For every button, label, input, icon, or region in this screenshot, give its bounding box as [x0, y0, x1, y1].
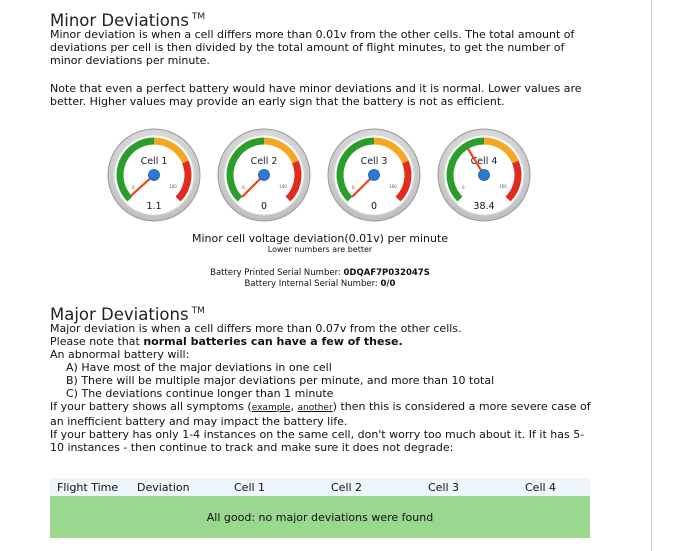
gauge-cell-3: [326, 127, 422, 223]
gauges-caption: Minor cell voltage deviation(0.01v) per minute: [191, 232, 449, 245]
minor-deviations-heading: Minor Deviations ™: [50, 11, 206, 30]
column-cell-3: Cell 3: [428, 481, 460, 494]
gauge-min-label: 0: [352, 185, 355, 191]
gauge-min-label: 0: [132, 185, 135, 191]
page-right-border: [651, 0, 652, 551]
gauge-hub: [259, 170, 270, 181]
gauge-hub: [369, 170, 380, 181]
printed-serial-number: Battery Printed Serial Number: 0DQAF7P032047S: [210, 268, 430, 278]
gauge-value: 0: [370, 201, 378, 212]
column-cell-2: Cell 2: [331, 481, 363, 494]
gauge-value: 38.4: [473, 201, 495, 212]
gauge-hub: [149, 170, 160, 181]
minor-deviations-note: Note that even a perfect battery would have minor deviations and it is normal. Lower values are better. Higher values may provide an early sign that the battery is not as efficient.: [50, 82, 582, 108]
gauge-dial: [436, 127, 532, 223]
column-flight-time: Flight Time: [57, 481, 119, 494]
major-deviations-table-header: [50, 478, 590, 496]
symptom-a: A) Have most of the major deviations in one cell: [66, 361, 332, 374]
gauge-dial: [216, 127, 312, 223]
gauge-cell-label: Cell 3: [360, 156, 388, 167]
no-deviations-message: All good: no major deviations were found: [206, 511, 434, 524]
normal-batteries-emphasis: normal batteries can have a few of these.: [143, 335, 403, 348]
gauge-cell-label: Cell 4: [470, 156, 498, 167]
gauge-cell-4: [436, 127, 532, 223]
gauge-cell-2: [216, 127, 312, 223]
gauge-hub: [479, 170, 490, 181]
gauge-cell-1: [106, 127, 202, 223]
major-deviations-heading: Major Deviations ™: [50, 305, 205, 324]
gauge-min-label: 0: [462, 185, 465, 191]
gauge-max-label: 100: [499, 183, 507, 189]
symptom-c: C) The deviations continue longer than 1 minute: [66, 387, 334, 400]
internal-serial-number: Battery Internal Serial Number: 0/0: [244, 279, 396, 289]
symptom-b: B) There will be multiple major deviations per minute, and more than 10 total: [66, 374, 495, 387]
another-link[interactable]: another: [297, 403, 333, 413]
gauges-sub-caption: Lower numbers are better: [267, 245, 373, 254]
gauge-max-label: 100: [279, 183, 287, 189]
column-cell-1: Cell 1: [234, 481, 266, 494]
column-cell-4: Cell 4: [525, 481, 557, 494]
printed-serial-value: 0DQAF7P032047S: [343, 268, 430, 278]
gauge-dial: [106, 127, 202, 223]
gauge-value: 0: [260, 201, 268, 212]
gauge-dial: [326, 127, 422, 223]
major-deviations-description: Major deviation is when a cell differs more than 0.07v from the other cells. Please note that normal batteries can have a few of these. An abnormal battery will: A) Have most of the major deviations in one cell B) There will be multiple major deviations per minute, and more than 10 total C) The deviations continue longer than 1 minute If your battery shows all symptoms (example, another) then this is considered a more severe case of an inefficient battery and may impact the battery life. If your battery has only 1-4 instances on the same cell, don't worry too much about it. If it has 5-10 instances - then continue to track and make sure it does not degrade:: [50, 322, 595, 454]
gauge-value: 1.1: [146, 201, 162, 212]
minor-deviations-description: Minor deviation is when a cell differs more than 0.01v from the other cells. The total amount of deviations per cell is then divided by the total amount of flight minutes, to get the number of minor deviations per minute.: [50, 28, 575, 67]
gauge-max-label: 100: [389, 183, 397, 189]
example-link[interactable]: example: [251, 403, 291, 413]
gauge-min-label: 0: [242, 185, 245, 191]
internal-serial-value: 0/0: [380, 279, 396, 289]
gauge-max-label: 100: [169, 183, 177, 189]
column-deviation: Deviation: [137, 481, 190, 494]
cell-gauges: [106, 127, 546, 223]
major-deviations-table-row: [50, 496, 590, 538]
gauge-cell-label: Cell 1: [140, 156, 168, 167]
gauge-cell-label: Cell 2: [250, 156, 278, 167]
